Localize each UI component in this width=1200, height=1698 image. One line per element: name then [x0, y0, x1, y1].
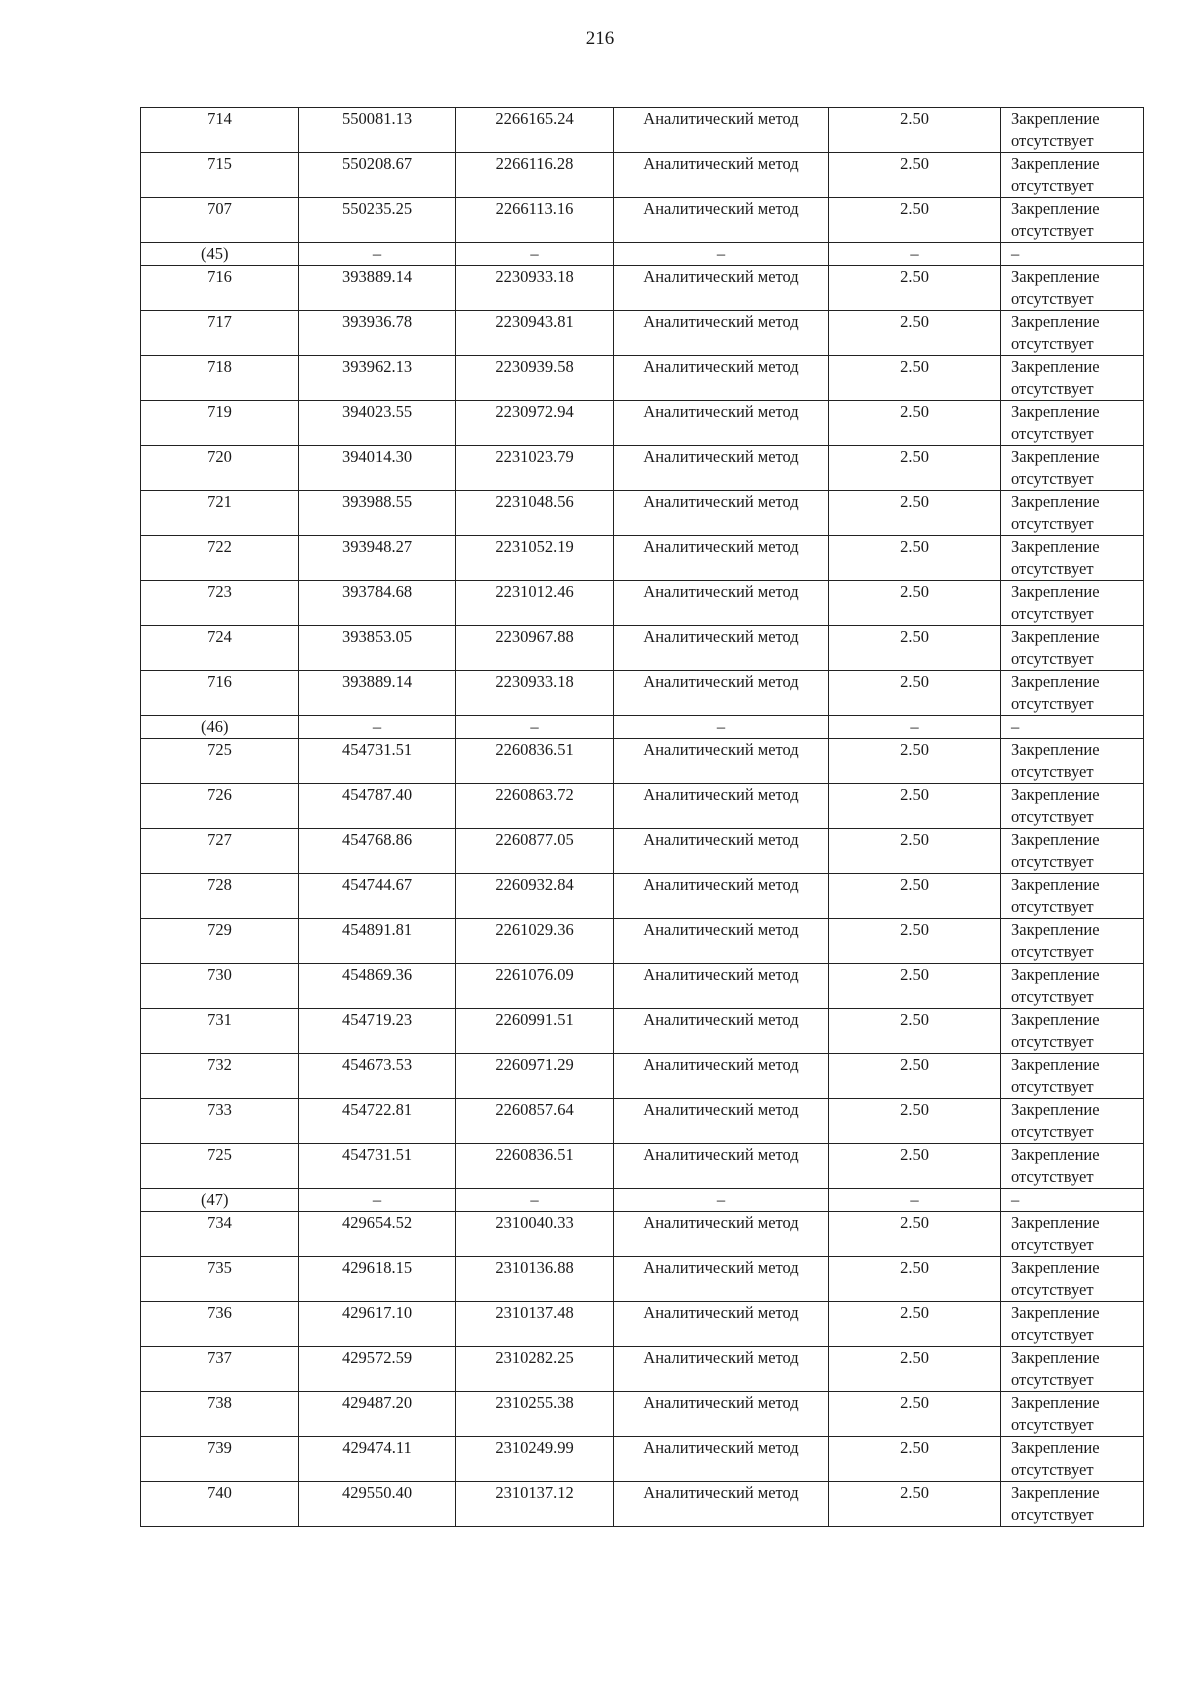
method-cell: Аналитический метод: [614, 739, 829, 784]
method-cell: Аналитический метод: [614, 536, 829, 581]
fixation-note-cell: Закрепление отсутствует: [1001, 1212, 1144, 1257]
method-cell: Аналитический метод: [614, 1099, 829, 1144]
point-number-cell: 722: [141, 536, 299, 581]
fixation-note-cell: Закрепление отсутствует: [1001, 964, 1144, 1009]
fixation-note-cell: Закрепление отсутствует: [1001, 874, 1144, 919]
method-cell: Аналитический метод: [614, 1347, 829, 1392]
table-row: [141, 1392, 1144, 1437]
table-row: [141, 829, 1144, 874]
fixation-note-cell: Закрепление отсутствует: [1001, 491, 1144, 536]
fixation-note-cell: Закрепление отсутствует: [1001, 356, 1144, 401]
method-cell: Аналитический метод: [614, 1054, 829, 1099]
fixation-note-cell: Закрепление отсутствует: [1001, 401, 1144, 446]
accuracy-cell: 2.50: [829, 1099, 1001, 1144]
x-coordinate-cell: –: [299, 716, 456, 739]
table-row: [141, 1482, 1144, 1527]
accuracy-cell: –: [829, 716, 1001, 739]
fixation-note-cell: Закрепление отсутствует: [1001, 1054, 1144, 1099]
point-number-cell: (47): [141, 1189, 299, 1212]
x-coordinate-cell: 454673.53: [299, 1054, 456, 1099]
fixation-note-cell: Закрепление отсутствует: [1001, 1009, 1144, 1054]
table-row: [141, 401, 1144, 446]
table-row: [141, 153, 1144, 198]
y-coordinate-cell: 2230939.58: [456, 356, 614, 401]
point-number-cell: 737: [141, 1347, 299, 1392]
y-coordinate-cell: 2266113.16: [456, 198, 614, 243]
point-number-cell: 730: [141, 964, 299, 1009]
x-coordinate-cell: 550208.67: [299, 153, 456, 198]
table-row: [141, 919, 1144, 964]
fixation-note-cell: Закрепление отсутствует: [1001, 1099, 1144, 1144]
accuracy-cell: 2.50: [829, 919, 1001, 964]
method-cell: Аналитический метод: [614, 401, 829, 446]
y-coordinate-cell: 2230933.18: [456, 671, 614, 716]
accuracy-cell: 2.50: [829, 198, 1001, 243]
table-row: [141, 1054, 1144, 1099]
accuracy-cell: 2.50: [829, 964, 1001, 1009]
method-cell: –: [614, 243, 829, 266]
accuracy-cell: 2.50: [829, 1392, 1001, 1437]
accuracy-cell: 2.50: [829, 1437, 1001, 1482]
fixation-note-cell: –: [1001, 1189, 1144, 1212]
accuracy-cell: –: [829, 1189, 1001, 1212]
point-number-cell: 726: [141, 784, 299, 829]
accuracy-cell: 2.50: [829, 153, 1001, 198]
table-row: [141, 1009, 1144, 1054]
accuracy-cell: 2.50: [829, 1212, 1001, 1257]
point-number-cell: 724: [141, 626, 299, 671]
fixation-note-cell: Закрепление отсутствует: [1001, 153, 1144, 198]
y-coordinate-cell: –: [456, 243, 614, 266]
method-cell: Аналитический метод: [614, 1437, 829, 1482]
table-row: [141, 1302, 1144, 1347]
y-coordinate-cell: 2260877.05: [456, 829, 614, 874]
x-coordinate-cell: 454722.81: [299, 1099, 456, 1144]
fixation-note-cell: Закрепление отсутствует: [1001, 919, 1144, 964]
x-coordinate-cell: 393988.55: [299, 491, 456, 536]
method-cell: Аналитический метод: [614, 356, 829, 401]
method-cell: Аналитический метод: [614, 491, 829, 536]
table-row: [141, 108, 1144, 153]
y-coordinate-cell: –: [456, 1189, 614, 1212]
y-coordinate-cell: 2260836.51: [456, 1144, 614, 1189]
y-coordinate-cell: 2266165.24: [456, 108, 614, 153]
y-coordinate-cell: 2231048.56: [456, 491, 614, 536]
fixation-note-cell: Закрепление отсутствует: [1001, 1347, 1144, 1392]
accuracy-cell: 2.50: [829, 1054, 1001, 1099]
point-number-cell: 717: [141, 311, 299, 356]
point-number-cell: 733: [141, 1099, 299, 1144]
accuracy-cell: 2.50: [829, 1482, 1001, 1527]
table-row: [141, 1144, 1144, 1189]
table-row: [141, 356, 1144, 401]
x-coordinate-cell: 429618.15: [299, 1257, 456, 1302]
accuracy-cell: 2.50: [829, 446, 1001, 491]
x-coordinate-cell: 393948.27: [299, 536, 456, 581]
y-coordinate-cell: 2260932.84: [456, 874, 614, 919]
table-body: [141, 108, 1144, 1527]
y-coordinate-cell: 2310255.38: [456, 1392, 614, 1437]
y-coordinate-cell: 2260971.29: [456, 1054, 614, 1099]
accuracy-cell: 2.50: [829, 401, 1001, 446]
method-cell: Аналитический метод: [614, 1482, 829, 1527]
y-coordinate-cell: –: [456, 716, 614, 739]
x-coordinate-cell: 393962.13: [299, 356, 456, 401]
method-cell: Аналитический метод: [614, 108, 829, 153]
y-coordinate-cell: 2261076.09: [456, 964, 614, 1009]
y-coordinate-cell: 2261029.36: [456, 919, 614, 964]
contour-separator-row: [141, 716, 1144, 739]
point-number-cell: 738: [141, 1392, 299, 1437]
x-coordinate-cell: 394023.55: [299, 401, 456, 446]
method-cell: –: [614, 716, 829, 739]
point-number-cell: 739: [141, 1437, 299, 1482]
point-number-cell: 721: [141, 491, 299, 536]
x-coordinate-cell: 454731.51: [299, 1144, 456, 1189]
table-row: [141, 446, 1144, 491]
accuracy-cell: 2.50: [829, 1257, 1001, 1302]
fixation-note-cell: Закрепление отсутствует: [1001, 1437, 1144, 1482]
fixation-note-cell: Закрепление отсутствует: [1001, 1392, 1144, 1437]
x-coordinate-cell: 394014.30: [299, 446, 456, 491]
accuracy-cell: 2.50: [829, 536, 1001, 581]
y-coordinate-cell: 2310137.48: [456, 1302, 614, 1347]
accuracy-cell: 2.50: [829, 784, 1001, 829]
accuracy-cell: 2.50: [829, 266, 1001, 311]
method-cell: Аналитический метод: [614, 874, 829, 919]
y-coordinate-cell: 2266116.28: [456, 153, 614, 198]
x-coordinate-cell: 429617.10: [299, 1302, 456, 1347]
x-coordinate-cell: 550081.13: [299, 108, 456, 153]
x-coordinate-cell: 393889.14: [299, 671, 456, 716]
method-cell: Аналитический метод: [614, 1009, 829, 1054]
point-number-cell: 714: [141, 108, 299, 153]
y-coordinate-cell: 2230943.81: [456, 311, 614, 356]
point-number-cell: 715: [141, 153, 299, 198]
fixation-note-cell: Закрепление отсутствует: [1001, 784, 1144, 829]
fixation-note-cell: Закрепление отсутствует: [1001, 739, 1144, 784]
table-row: [141, 1099, 1144, 1144]
point-number-cell: 723: [141, 581, 299, 626]
point-number-cell: 734: [141, 1212, 299, 1257]
fixation-note-cell: –: [1001, 716, 1144, 739]
point-number-cell: 740: [141, 1482, 299, 1527]
fixation-note-cell: Закрепление отсутствует: [1001, 1482, 1144, 1527]
method-cell: Аналитический метод: [614, 153, 829, 198]
x-coordinate-cell: 550235.25: [299, 198, 456, 243]
x-coordinate-cell: 454744.67: [299, 874, 456, 919]
table-row: [141, 1347, 1144, 1392]
point-number-cell: 718: [141, 356, 299, 401]
accuracy-cell: 2.50: [829, 739, 1001, 784]
y-coordinate-cell: 2260991.51: [456, 1009, 614, 1054]
method-cell: Аналитический метод: [614, 581, 829, 626]
table-row: [141, 739, 1144, 784]
point-number-cell: 720: [141, 446, 299, 491]
table-row: [141, 1257, 1144, 1302]
accuracy-cell: 2.50: [829, 581, 1001, 626]
point-number-cell: 732: [141, 1054, 299, 1099]
accuracy-cell: 2.50: [829, 626, 1001, 671]
method-cell: Аналитический метод: [614, 919, 829, 964]
x-coordinate-cell: 393889.14: [299, 266, 456, 311]
point-number-cell: 731: [141, 1009, 299, 1054]
x-coordinate-cell: 393784.68: [299, 581, 456, 626]
accuracy-cell: 2.50: [829, 1009, 1001, 1054]
table-row: [141, 784, 1144, 829]
point-number-cell: 729: [141, 919, 299, 964]
y-coordinate-cell: 2231012.46: [456, 581, 614, 626]
fixation-note-cell: Закрепление отсутствует: [1001, 1257, 1144, 1302]
accuracy-cell: –: [829, 243, 1001, 266]
table-row: [141, 671, 1144, 716]
accuracy-cell: 2.50: [829, 671, 1001, 716]
table-row: [141, 491, 1144, 536]
y-coordinate-cell: 2231023.79: [456, 446, 614, 491]
point-number-cell: 716: [141, 671, 299, 716]
accuracy-cell: 2.50: [829, 311, 1001, 356]
y-coordinate-cell: 2310249.99: [456, 1437, 614, 1482]
accuracy-cell: 2.50: [829, 1347, 1001, 1392]
method-cell: Аналитический метод: [614, 784, 829, 829]
y-coordinate-cell: 2310136.88: [456, 1257, 614, 1302]
table-row: [141, 198, 1144, 243]
table-row: [141, 266, 1144, 311]
method-cell: Аналитический метод: [614, 964, 829, 1009]
table-row: [141, 581, 1144, 626]
accuracy-cell: 2.50: [829, 1302, 1001, 1347]
fixation-note-cell: Закрепление отсутствует: [1001, 266, 1144, 311]
x-coordinate-cell: 454891.81: [299, 919, 456, 964]
point-number-cell: 707: [141, 198, 299, 243]
fixation-note-cell: Закрепление отсутствует: [1001, 536, 1144, 581]
method-cell: –: [614, 1189, 829, 1212]
y-coordinate-cell: 2310137.12: [456, 1482, 614, 1527]
fixation-note-cell: Закрепление отсутствует: [1001, 626, 1144, 671]
table-row: [141, 536, 1144, 581]
y-coordinate-cell: 2310040.33: [456, 1212, 614, 1257]
method-cell: Аналитический метод: [614, 266, 829, 311]
x-coordinate-cell: –: [299, 1189, 456, 1212]
fixation-note-cell: Закрепление отсутствует: [1001, 1302, 1144, 1347]
x-coordinate-cell: 393936.78: [299, 311, 456, 356]
fixation-note-cell: –: [1001, 243, 1144, 266]
accuracy-cell: 2.50: [829, 1144, 1001, 1189]
table-row: [141, 1212, 1144, 1257]
point-number-cell: (46): [141, 716, 299, 739]
page-number: 216: [585, 28, 615, 49]
table-row: [141, 874, 1144, 919]
fixation-note-cell: Закрепление отсутствует: [1001, 1144, 1144, 1189]
point-number-cell: 716: [141, 266, 299, 311]
point-number-cell: 727: [141, 829, 299, 874]
contour-separator-row: [141, 243, 1144, 266]
y-coordinate-cell: 2230967.88: [456, 626, 614, 671]
accuracy-cell: 2.50: [829, 108, 1001, 153]
fixation-note-cell: Закрепление отсутствует: [1001, 198, 1144, 243]
y-coordinate-cell: 2231052.19: [456, 536, 614, 581]
y-coordinate-cell: 2260863.72: [456, 784, 614, 829]
method-cell: Аналитический метод: [614, 198, 829, 243]
method-cell: Аналитический метод: [614, 311, 829, 356]
point-number-cell: 719: [141, 401, 299, 446]
x-coordinate-cell: 454787.40: [299, 784, 456, 829]
accuracy-cell: 2.50: [829, 356, 1001, 401]
x-coordinate-cell: –: [299, 243, 456, 266]
x-coordinate-cell: 454719.23: [299, 1009, 456, 1054]
method-cell: Аналитический метод: [614, 1212, 829, 1257]
fixation-note-cell: Закрепление отсутствует: [1001, 108, 1144, 153]
method-cell: Аналитический метод: [614, 1257, 829, 1302]
x-coordinate-cell: 454869.36: [299, 964, 456, 1009]
point-number-cell: 728: [141, 874, 299, 919]
method-cell: Аналитический метод: [614, 671, 829, 716]
table-row: [141, 311, 1144, 356]
method-cell: Аналитический метод: [614, 1302, 829, 1347]
x-coordinate-cell: 429550.40: [299, 1482, 456, 1527]
x-coordinate-cell: 454731.51: [299, 739, 456, 784]
point-number-cell: 725: [141, 739, 299, 784]
x-coordinate-cell: 429572.59: [299, 1347, 456, 1392]
contour-separator-row: [141, 1189, 1144, 1212]
method-cell: Аналитический метод: [614, 1392, 829, 1437]
point-number-cell: 725: [141, 1144, 299, 1189]
fixation-note-cell: Закрепление отсутствует: [1001, 446, 1144, 491]
x-coordinate-cell: 429654.52: [299, 1212, 456, 1257]
table-row: [141, 964, 1144, 1009]
point-number-cell: 736: [141, 1302, 299, 1347]
fixation-note-cell: Закрепление отсутствует: [1001, 311, 1144, 356]
table-row: [141, 626, 1144, 671]
y-coordinate-cell: 2310282.25: [456, 1347, 614, 1392]
x-coordinate-cell: 429474.11: [299, 1437, 456, 1482]
accuracy-cell: 2.50: [829, 829, 1001, 874]
accuracy-cell: 2.50: [829, 491, 1001, 536]
table-row: [141, 1437, 1144, 1482]
method-cell: Аналитический метод: [614, 446, 829, 491]
y-coordinate-cell: 2260857.64: [456, 1099, 614, 1144]
accuracy-cell: 2.50: [829, 874, 1001, 919]
point-number-cell: (45): [141, 243, 299, 266]
method-cell: Аналитический метод: [614, 829, 829, 874]
x-coordinate-cell: 429487.20: [299, 1392, 456, 1437]
y-coordinate-cell: 2260836.51: [456, 739, 614, 784]
fixation-note-cell: Закрепление отсутствует: [1001, 581, 1144, 626]
fixation-note-cell: Закрепление отсутствует: [1001, 829, 1144, 874]
coordinates-table: [140, 107, 1144, 1527]
method-cell: Аналитический метод: [614, 1144, 829, 1189]
y-coordinate-cell: 2230933.18: [456, 266, 614, 311]
method-cell: Аналитический метод: [614, 626, 829, 671]
x-coordinate-cell: 454768.86: [299, 829, 456, 874]
x-coordinate-cell: 393853.05: [299, 626, 456, 671]
y-coordinate-cell: 2230972.94: [456, 401, 614, 446]
point-number-cell: 735: [141, 1257, 299, 1302]
fixation-note-cell: Закрепление отсутствует: [1001, 671, 1144, 716]
